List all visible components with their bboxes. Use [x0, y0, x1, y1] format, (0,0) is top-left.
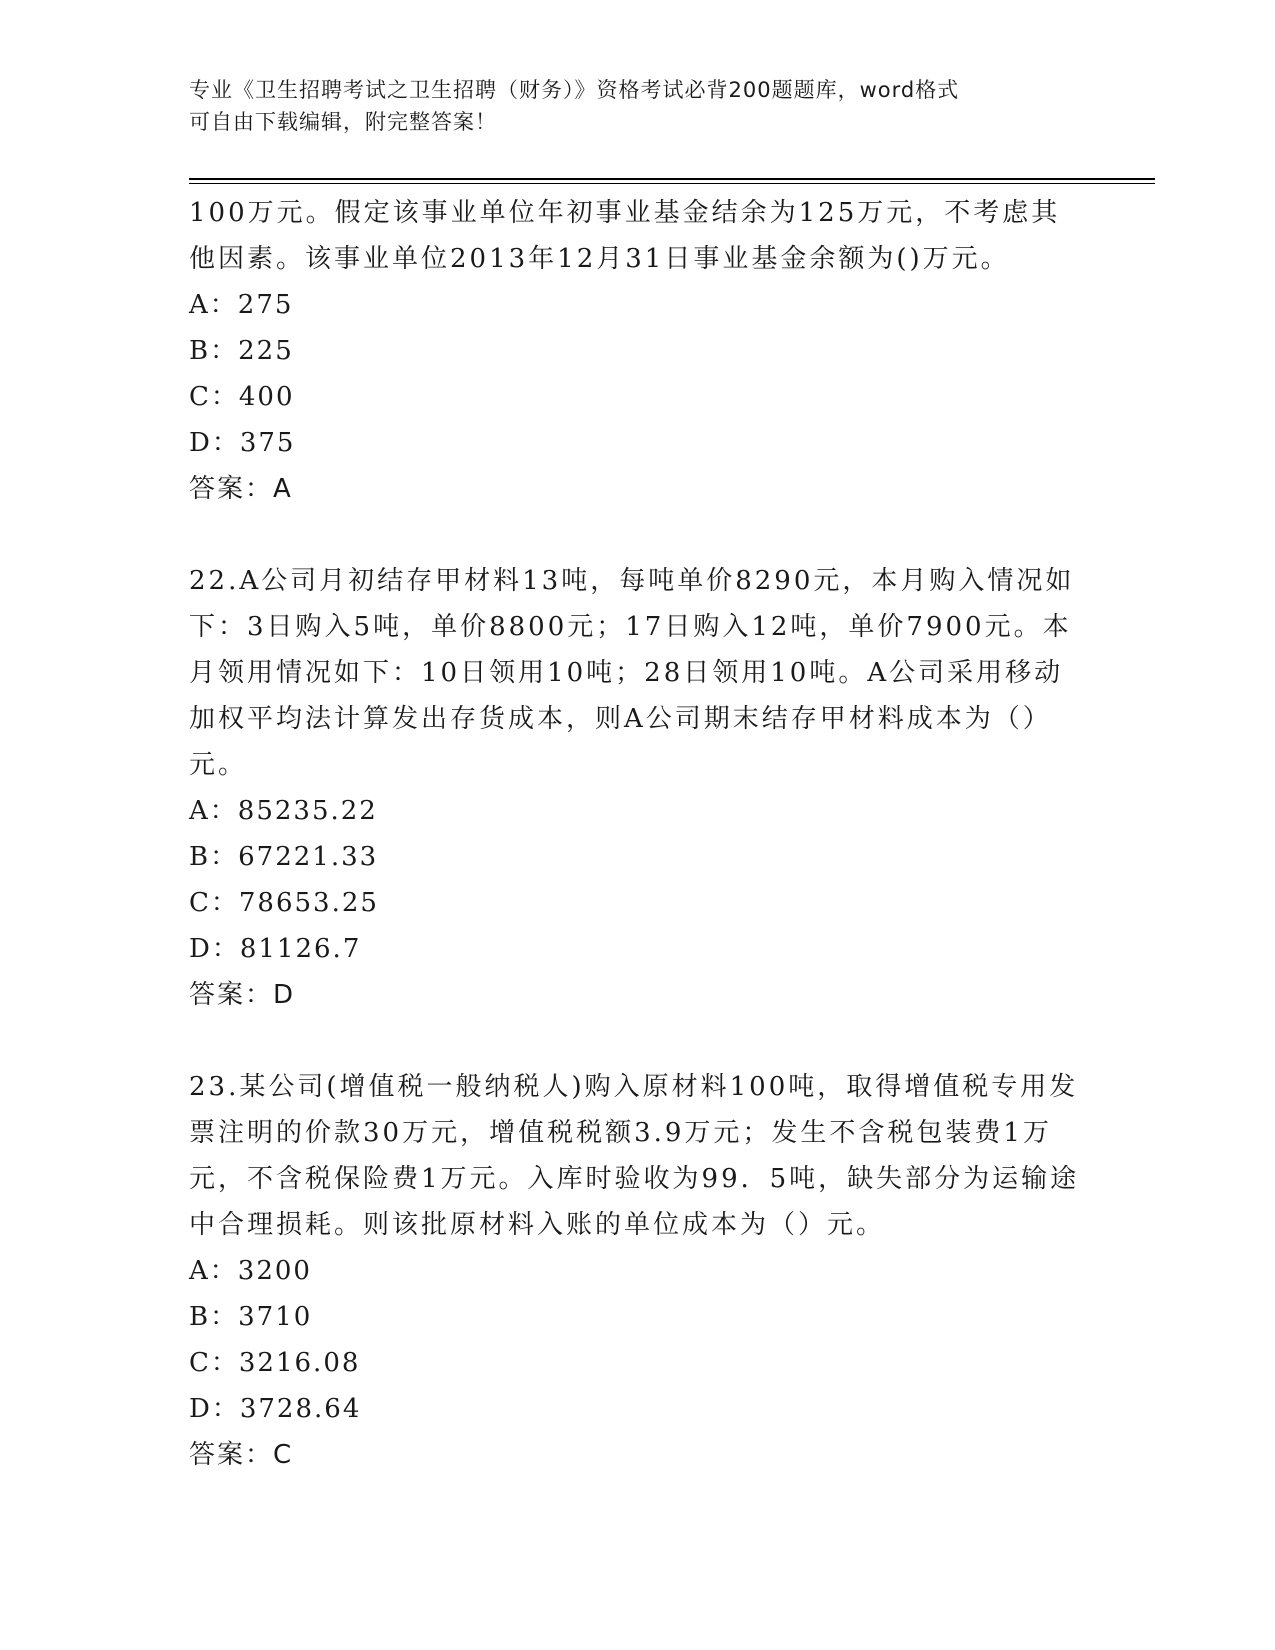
header-divider-thin — [189, 183, 1155, 184]
answer-line: 答案：D — [189, 980, 296, 1010]
option-c: C：78653.25 — [189, 888, 379, 918]
question-text: 100万元。假定该事业单位年初事业基金结余为125万元，不考虑其他因素。该事业单位2013年12月31日事业基金余额为()万元。 — [189, 198, 1061, 274]
option-d: D：81126.7 — [189, 934, 362, 964]
question-text: 22.A公司月初结存甲材料13吨，每吨单价8290元，本月购入情况如下：3日购入5吨，单价8800元；17日购入12吨，单价7900元。本月领用情况如下：10日领用10吨；28日领用10吨。A公司采用移动加权平均法计算发出存货成本，则A公司期末结存甲材料成本为（）元。 — [189, 566, 1075, 780]
question-list — [189, 190, 1089, 1524]
header-divider-thick — [189, 178, 1155, 180]
option-d: D：375 — [189, 428, 296, 458]
option-a: A：275 — [189, 290, 294, 320]
option-a: A：85235.22 — [189, 796, 378, 826]
option-d: D：3728.64 — [189, 1394, 362, 1424]
option-b: B：3710 — [189, 1302, 313, 1332]
document-header — [189, 74, 1069, 138]
option-b: B：225 — [189, 336, 294, 366]
header-title-line-1: 专业《卫生招聘考试之卫生招聘（财务）》资格考试必背200题题库，word格式 — [189, 78, 960, 102]
question-22 — [189, 558, 1089, 1018]
answer-line: 答案：C — [189, 1440, 294, 1470]
answer-line: 答案：A — [189, 474, 293, 504]
question-21-continued — [189, 190, 1089, 512]
question-23 — [189, 1064, 1089, 1478]
option-c: C：3216.08 — [189, 1348, 361, 1378]
option-a: A：3200 — [189, 1256, 312, 1286]
option-c: C：400 — [189, 382, 295, 412]
option-b: B：67221.33 — [189, 842, 379, 872]
header-title-line-2: 可自由下载编辑，附完整答案！ — [189, 110, 497, 134]
question-text: 23.某公司(增值税一般纳税人)购入原材料100吨，取得增值税专用发票注明的价款30万元，增值税税额3.9万元；发生不含税包装费1万元，不含税保险费1万元。入库时验收为99．5吨，缺失部分为运输途中合理损耗。则该批原材料入账的单位成本为（）元。 — [189, 1072, 1080, 1240]
